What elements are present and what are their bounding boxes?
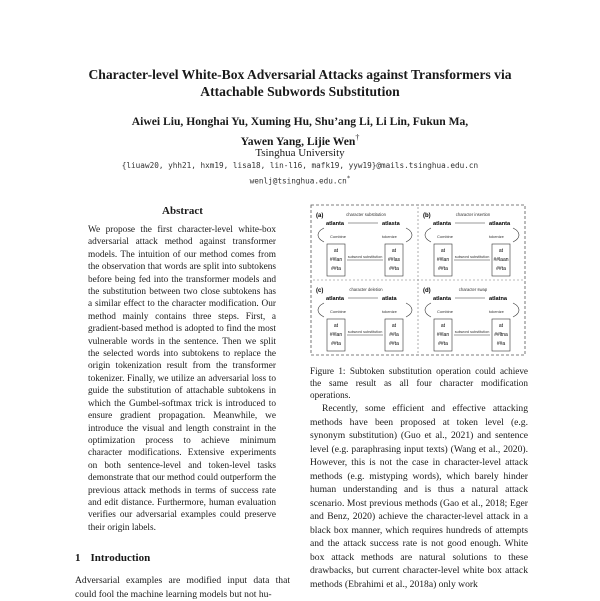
panel-substitution-label: subword substitution bbox=[454, 255, 490, 259]
abstract-heading: Abstract bbox=[162, 205, 203, 217]
email-corresponding bbox=[40, 175, 560, 186]
email-mark: * bbox=[346, 175, 351, 182]
panel-original-subtoken: ##lan bbox=[436, 332, 450, 338]
panel-label: (b) bbox=[423, 213, 431, 219]
panel-tokenize-curve bbox=[513, 303, 519, 317]
panel-tokenize-curve bbox=[406, 303, 412, 317]
panel-modified-subtoken: ##ltna bbox=[494, 332, 508, 338]
panel-tokenize-label: tokenize bbox=[382, 309, 397, 314]
panel-operation-label: character swap bbox=[458, 287, 488, 292]
panel-original-subtoken: at bbox=[440, 248, 446, 254]
panel-combine-label: Combine bbox=[437, 234, 454, 239]
panel-original-subtoken: at bbox=[333, 323, 339, 329]
panel-original-subtoken: at bbox=[333, 248, 339, 254]
introduction-body: Adversarial examples are modified input data that could fool the machine learning models but not hu- bbox=[75, 575, 290, 600]
panel-modified-subtoken: at bbox=[391, 248, 397, 254]
paper-title-line1: Character-level White-Box Adversarial Attacks against Transformers via bbox=[88, 67, 512, 82]
panel-combine-curve bbox=[318, 228, 324, 242]
panel-label: (c) bbox=[316, 288, 324, 294]
panel-modified-subtoken: at bbox=[498, 248, 504, 254]
panel-substitution-label: subword substitution bbox=[347, 255, 383, 259]
panel-combine-label: Combine bbox=[330, 234, 347, 239]
panel-tokenize-label: tokenize bbox=[489, 309, 504, 314]
panel-original-word: atlanta bbox=[433, 296, 452, 302]
panel-modified-subtoken: ##la bbox=[389, 332, 399, 338]
panel-original-subtoken: ##ta bbox=[331, 266, 341, 272]
panel-combine-label: Combine bbox=[330, 309, 347, 314]
panel-operation-label: character deletion bbox=[349, 287, 383, 292]
panel-modified-word: atlatna bbox=[489, 296, 508, 302]
panel-original-subtoken: ##lan bbox=[436, 257, 450, 263]
panel-modified-subtoken: ##las bbox=[388, 257, 400, 263]
panel-tokenize-curve bbox=[406, 228, 412, 242]
panel-original-word: atlanta bbox=[433, 221, 452, 227]
panel-label: (d) bbox=[423, 288, 431, 294]
abstract-body: We propose the first character-level white-box adversarial attack method against transformer models. The intuition of our method comes from the observation that words are split into subtokens before being fed into the transformer models and the substitution between two close subtokens has a similar effect to the character modification. Our method mainly contains three steps. First, a gradient-based method is adopted to find the most vulnerable words in the sentence. Then we split the selected words into subtokens to replace the origin tokenization result from the transformer tokenizer. Finally, we utilize an adversarial loss to guide the substitution of attachable subtokens in which the Gumbel-softmax trick is introduced to ensure gradient propagation. Meanwhile, we introduce the visual and length constraint in the optimization process to achieve minimum character modifications. Extensive experiments on both sentence-level and token-level tasks demonstrate that our method could outperform the previous attack methods in terms of success rate and edit distance. Furthermore, human evaluation verifies our adversarial examples could preserve their origin labels. bbox=[88, 225, 276, 533]
panel-operation-label: character insertion bbox=[455, 212, 491, 217]
panel-original-subtoken: ##ta bbox=[438, 266, 448, 272]
section-title: Introduction bbox=[90, 552, 151, 564]
intro-right-column: Recently, some efficient and effective attacking methods have been proposed at token level (e.g. synonym substitution) (Guo et al., 2021) and sentence level (e.g. paraphrasing input texts) (Wang et al., 2020). However, this is not the case in character-level attack methods (e.g. mistyping words), which barely hinder human understanding and is thus a natural attack scenario. Most previous methods (Gao et al., 2018; Eger and Benz, 2020) achieve the character-level attack in a black box manner, which requires hundreds of attempts and the attack success rate is not good enough. White box attack methods are natural solutions to these drawbacks, but current character-level white box attack methods (Ebrahimi et al., 2018a) only work bbox=[310, 403, 528, 590]
author-list bbox=[40, 114, 560, 150]
panel-modified-word: atlasta bbox=[382, 221, 400, 227]
panel-combine-label: Combine bbox=[437, 309, 454, 314]
panel-combine-curve bbox=[425, 303, 431, 317]
panel-tokenize-label: tokenize bbox=[489, 234, 504, 239]
figure-caption: Figure 1: Subtoken substitution operation could achieve the same result as all four character modification operations. bbox=[310, 366, 528, 401]
panel-combine-curve bbox=[425, 228, 431, 242]
panel-modified-subtoken: ##ta bbox=[389, 266, 399, 272]
panel-operation-label: character substitution bbox=[346, 212, 386, 217]
panel-modified-subtoken: ##ta bbox=[389, 341, 399, 347]
panel-modified-word: atlaanta bbox=[489, 221, 511, 227]
panel-modified-subtoken: ##laan bbox=[493, 257, 509, 263]
paper-title bbox=[40, 66, 560, 100]
panel-tokenize-label: tokenize bbox=[382, 234, 397, 239]
corresponding-author-mark: † bbox=[355, 133, 360, 142]
panel-combine-curve bbox=[318, 303, 324, 317]
authors-line2: Yawen Yang, Lijie Wen bbox=[240, 134, 356, 148]
panel-modified-subtoken: ##ta bbox=[496, 266, 506, 272]
panel-modified-subtoken: at bbox=[498, 323, 504, 329]
panel-label: (a) bbox=[316, 213, 324, 219]
section-number: 1 bbox=[75, 552, 81, 564]
panel-original-word: atlanta bbox=[326, 221, 345, 227]
panel-original-subtoken: ##lan bbox=[329, 332, 343, 338]
figure-1 bbox=[310, 204, 526, 356]
affiliation: Tsinghua University bbox=[255, 147, 345, 159]
email-list: {liuaw20, yhh21, hxm19, lisa18, lin-l16, mafk19, yyw19}@mails.tsinghua.edu.cn bbox=[121, 161, 479, 170]
panel-original-subtoken: ##ta bbox=[331, 341, 341, 347]
panel-substitution-label: subword substitution bbox=[454, 330, 490, 334]
panel-modified-word: atlata bbox=[382, 296, 397, 302]
panel-modified-subtoken: ##a bbox=[496, 341, 506, 347]
authors-line1: Aiwei Liu, Honghai Yu, Xuming Hu, Shu’ang Li, Li Lin, Fukun Ma, bbox=[131, 115, 469, 128]
email-corresponding-address: wenlj@tsinghua.edu.cn bbox=[249, 176, 347, 186]
panel-original-subtoken: ##lan bbox=[329, 257, 343, 263]
section-introduction-heading bbox=[75, 552, 150, 564]
panel-original-word: atlanta bbox=[326, 296, 345, 302]
paper-title-line2: Attachable Subwords Substitution bbox=[200, 84, 400, 99]
panel-original-subtoken: at bbox=[440, 323, 446, 329]
panel-original-subtoken: ##ta bbox=[438, 341, 448, 347]
panel-substitution-label: subword substitution bbox=[347, 330, 383, 334]
panel-modified-subtoken: at bbox=[391, 323, 397, 329]
panel-tokenize-curve bbox=[513, 228, 519, 242]
